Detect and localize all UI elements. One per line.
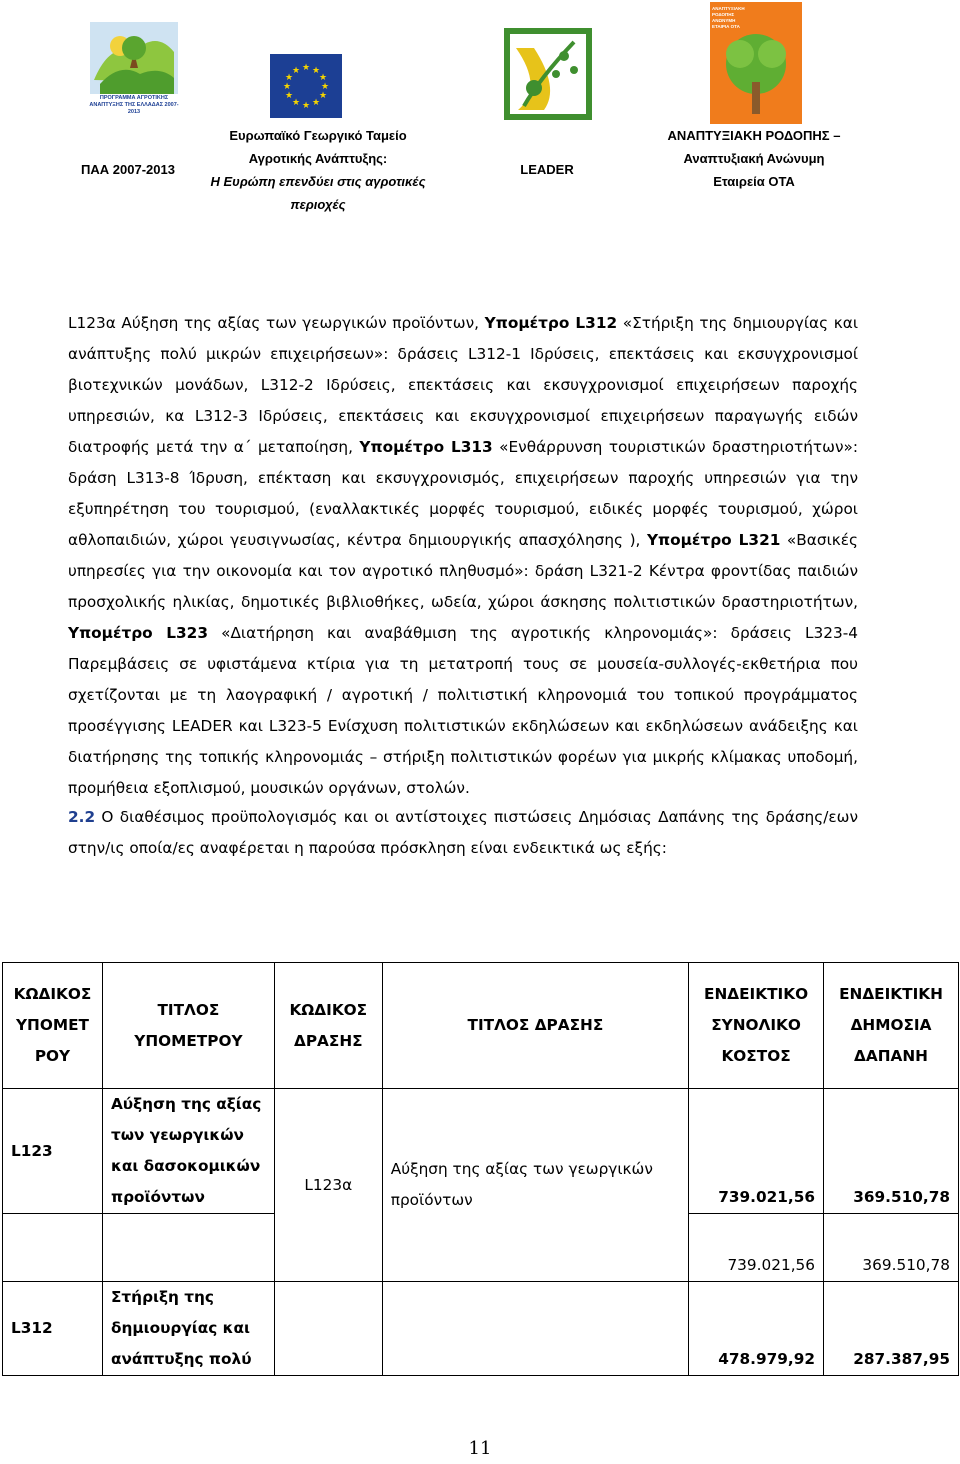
p1-measure-l312: Υπομέτρο L312 [484, 314, 618, 332]
header-code-measure: ΚΩΔΙΚΟΣ ΥΠΟΜΕΤ ΡΟΥ [3, 963, 103, 1089]
svg-text:★: ★ [284, 91, 294, 101]
svg-text:★: ★ [282, 82, 292, 92]
svg-text:★: ★ [291, 98, 301, 108]
svg-text:★: ★ [318, 73, 328, 83]
header-rodopi-line3: Εταιρεία ΟΤΑ [713, 174, 795, 189]
svg-text:★: ★ [291, 66, 301, 76]
cell-action-code: L123α [274, 1089, 382, 1282]
cell-empty [102, 1214, 274, 1282]
cell-empty [274, 1282, 382, 1376]
svg-text:★: ★ [301, 63, 311, 73]
header-program: ΠΑΑ 2007-2013 [81, 162, 175, 177]
p1-text-3: «Ενθάρρυνση τουριστικών δραστηριοτήτων»: δράση L313-8 Ίδρυση, επέκταση και εκσυγχρονισμός, επιχειρήσεων παροχής υπηρεσιών για την εξυπηρέτηση του τουρισμού, (εναλλακτικές μορφές τουρισμού, ειδικές μορφές τουρισμού, χώροι αθλοπαιδιών, χώροι γευσιγνωσίας, κέντρα δημιουργικής απασχόλησης ), [68, 438, 859, 549]
header-leader: LEADER [520, 162, 574, 177]
header-eafrd-line3: Η Ευρώπη επενδύει στις αγροτικές [210, 174, 426, 189]
cell-public-expenditure: 369.510,78 [824, 1214, 959, 1282]
cell-empty [382, 1282, 688, 1376]
rodopi-logo [710, 2, 802, 124]
p1-text-5: «Διατήρηση και αναβάθμιση της αγροτικής κληρονομιάς»: δράσεις L323-4 Παρεμβάσεις σε υφιστάμενα κτίρια για τη μετατροπή τους σε μουσεία-συλλογές-εκθετήρια που σχετίζονται με τη λαογραφική / αγροτική / πολιτιστική κληρονομιά του τοπικού προγράμματος προσέγγισης LEADER και L323-5 Ενίσχυση πολιτιστικών εκδηλώσεων και εκδηλώσεων ανάδειξης και διατήρησης της τοπικής κληρονομιάς – στήριξη πολιτιστικών φορέων για μικρής κλίμακας υποδομή, προμήθεια εξοπλισμού, μουσικών οργάνων, στολών. [68, 624, 858, 797]
cell-measure-code: L312 [3, 1282, 103, 1376]
header-eafrd-line4: περιοχές [290, 197, 346, 212]
svg-text:★: ★ [311, 98, 321, 108]
p1-text-2: «Στήριξη της δημιουργίας και ανάπτυξης πολύ μικρών επιχειρήσεων»: δράσεις L312-1 Ιδρύσεις, επεκτάσεις και εκσυγχρονισμοί βιοτεχνικών μονάδων, L312-2 Ιδρύσεις, επεκτάσεις και εκσυγχρονισμοί επιχειρήσεων παροχής υπηρεσιών, κα L312-3 Ιδρύσεις, επεκτάσεις και εκσυγχρονισμοί επιχειρήσεων παραγωγής ειδών διατροφής μετά την α΄ μεταποίηση, [68, 314, 858, 456]
svg-text:★: ★ [311, 66, 321, 76]
page-number: 11 [468, 1438, 492, 1459]
header-title-action: ΤΙΤΛΟΣ ΔΡΑΣΗΣ [382, 963, 688, 1089]
section-text: Ο διαθέσιμος προϋπολογισμός και οι αντίστοιχες πιστώσεις Δημόσιας Δαπάνης της δράσης/εων στην/ις οποία/ες αναφέρεται η παρούσα πρόσκληση είναι ενδεικτικά ως εξής: [68, 808, 858, 857]
cell-measure-code: L123 [3, 1089, 103, 1214]
cell-total-cost: 739.021,56 [689, 1089, 824, 1214]
cell-total-cost: 478.979,92 [689, 1282, 824, 1376]
cell-public-expenditure: 369.510,78 [824, 1089, 959, 1214]
svg-text:★: ★ [318, 91, 328, 101]
section-number: 2.2 [68, 808, 96, 826]
budget-table [2, 962, 959, 1376]
cell-action-title: Αύξηση της αξίας των γεωργικών προϊόντων [382, 1089, 688, 1282]
svg-text:★: ★ [301, 101, 311, 111]
header-eafrd-line2: Αγροτικής Ανάπτυξης: [248, 151, 388, 166]
table-row [3, 1089, 959, 1214]
cell-measure-title: Στήριξη της δημιουργίας και ανάπτυξης πολύ [102, 1282, 274, 1376]
header-total-cost: ΕΝΔΕΙΚΤΙΚΟ ΣΥΝΟΛΙΚΟ ΚΟΣΤΟΣ [689, 963, 824, 1089]
table-header-row [3, 963, 959, 1089]
svg-text:★: ★ [284, 73, 294, 83]
body-paragraph-budget [68, 802, 858, 864]
paa-logo-caption: ΠΡΟΓΡΑΜΜΑ ΑΓΡΟΤΙΚΗΣ ΑΝΑΠΤΥΞΗΣ ΤΗΣ ΕΛΛΑΔΑΣ 2007-2013 [89, 95, 179, 115]
body-paragraph-actions [68, 308, 858, 804]
p1-measure-l313: Υπομέτρο L313 [359, 438, 493, 456]
p1-text-4: «Βασικές υπηρεσίες για την οικονομία και τον αγροτικό πληθυσμό»: δράση L321-2 Κέντρα φροντίδας παιδιών προσχολικής ηλικίας, δημοτικές βιβλιοθήκες, ωδεία, χώροι άσκησης πολιτιστικών δραστηριοτήτων, [68, 531, 859, 611]
rodopi-logo-caption: ΑΝΑΠΤΥΞΙΑΚΗ ΡΟΔΟΠΗΣ ΑΝΩΝΥΜΗ ΕΤΑΙΡΙΑ ΟΤΑ [712, 6, 745, 29]
header-public-expenditure: ΕΝΔΕΙΚΤΙΚΗ ΔΗΜΟΣΙΑ ΔΑΠΑΝΗ [824, 963, 959, 1089]
header-eafrd-line1: Ευρωπαϊκό Γεωργικό Ταμείο [229, 128, 407, 143]
table-row [3, 1282, 959, 1376]
eu-flag-logo [270, 54, 342, 118]
header-code-action: ΚΩΔΙΚΟΣ ΔΡΑΣΗΣ [274, 963, 382, 1089]
cell-public-expenditure: 287.387,95 [824, 1282, 959, 1376]
leader-logo [504, 28, 592, 120]
p1-text-1: L123α Αύξηση της αξίας των γεωργικών προϊόντων, [68, 314, 485, 332]
cell-measure-title: Αύξηση της αξίας των γεωργικών και δασοκομικών προϊόντων [102, 1089, 274, 1214]
header-title-measure: ΤΙΤΛΟΣ ΥΠΟΜΕΤΡΟΥ [102, 963, 274, 1089]
cell-total-cost: 739.021,56 [689, 1214, 824, 1282]
svg-text:★: ★ [320, 82, 330, 92]
header-rodopi-line1: ΑΝΑΠΤΥΞΙΑΚΗ ΡΟΔΟΠΗΣ – [667, 128, 841, 143]
header-rodopi-line2: Αναπτυξιακή Ανώνυμη [683, 151, 825, 166]
p1-measure-l321: Υπομέτρο L321 [646, 531, 781, 549]
cell-empty [3, 1214, 103, 1282]
p1-measure-l323: Υπομέτρο L323 [68, 624, 208, 642]
paa-logo [90, 22, 178, 117]
